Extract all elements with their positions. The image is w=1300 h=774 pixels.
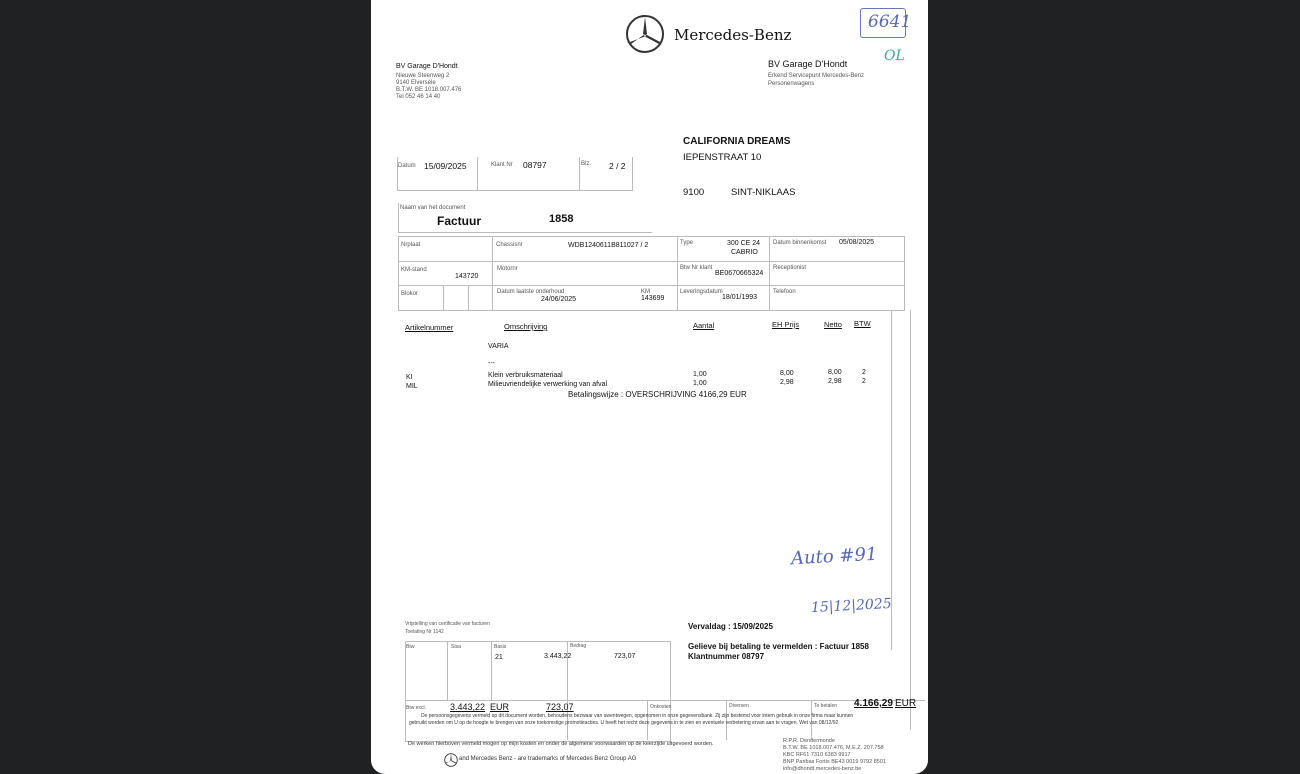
trademark: and Mercedes Benz - are trademarks of Mercedes Benz Group AG xyxy=(459,756,637,762)
km-value: 143720 xyxy=(455,273,479,280)
col-btw: BTW xyxy=(854,319,871,328)
vrijstelling-line1: Vrijstelling van certificatie van facturen xyxy=(405,621,490,627)
recipient-postcode: 9100 xyxy=(683,187,705,198)
klant-label: Klant Nr xyxy=(491,162,513,168)
km-label: KM-stand xyxy=(401,267,427,273)
handwritten-initials: OL xyxy=(884,48,905,64)
invoice-document xyxy=(371,0,928,774)
vat-basis: 3.443,22 xyxy=(544,653,572,660)
binnenkomst-value: 05/08/2025 xyxy=(839,239,875,246)
doc-label: Naam van het document xyxy=(400,205,466,211)
levering-label: Leveringsdatum xyxy=(680,289,723,295)
binnenkomst-label: Datum binnenkomst xyxy=(773,240,827,246)
btw-line: B.T.W. BE 1018.007.476, M.E.Z. 207.758 xyxy=(783,745,884,751)
vervaldag: Vervaldag : 15/09/2025 xyxy=(688,622,773,631)
vat-bedrag-label: Bedrag xyxy=(570,643,587,649)
row2-art: MIL xyxy=(406,383,418,390)
type-line1: 300 CE 24 xyxy=(727,240,761,247)
sender-tel: Tel 052 46 14 40 xyxy=(396,94,441,100)
totals-excl-eur: EUR xyxy=(490,702,510,712)
diversen-label: Diversen xyxy=(729,703,749,709)
btw-klant-value: BE0670665324 xyxy=(715,270,764,277)
levering-value: 18/01/1993 xyxy=(722,294,758,301)
sender-vat: B.T.W. BE 1018.007.476 xyxy=(396,87,462,93)
total-amount: 4.166,29 xyxy=(854,698,893,709)
telefoon-label: Telefoon xyxy=(773,289,796,295)
sender-name: BV Garage D'Hondt xyxy=(396,63,458,70)
betalingswijze: Betalingswijze : OVERSCHRIJVING 4166,29 EUR xyxy=(568,390,747,399)
dealer-name: BV Garage D'Hondt xyxy=(768,59,848,69)
recipient-street: IEPENSTRAAT 10 xyxy=(683,152,762,163)
klantnummer: Klantnummer 08797 xyxy=(688,652,765,661)
totals-excl-label: Btw excl. xyxy=(406,705,427,711)
recipient-city: SINT-NIKLAAS xyxy=(731,187,796,198)
handwritten-date: 15|12|2025 xyxy=(810,595,893,617)
mercedes-star-icon xyxy=(625,14,665,54)
totals-btw: 723,07 xyxy=(546,702,574,712)
gelieve-vermelden: Gelieve bij betaling te vermelden : Factuur 1858 xyxy=(688,642,869,651)
total-eur: EUR xyxy=(895,698,917,709)
receptionist-label: Receptionist xyxy=(773,265,807,271)
doc-type: Factuur xyxy=(437,214,482,228)
blokor-label: Blokor xyxy=(401,291,419,297)
vat-bedrag: 723,07 xyxy=(614,653,636,660)
row2-qty: 1,00 xyxy=(693,380,707,387)
dealer-line2: Personenwagens xyxy=(768,81,815,87)
totals-excl: 3.443,22 xyxy=(450,702,486,712)
doc-number: 1858 xyxy=(549,213,574,225)
row1-netto: 8,00 xyxy=(828,369,842,376)
km2-value: 143699 xyxy=(641,295,665,302)
sender-street: Nieuwe Steenweg 2 xyxy=(396,73,450,79)
separator-dashes: --- xyxy=(488,360,495,367)
col-aantal: Aantal xyxy=(693,321,715,330)
row2-desc: Milieuvriendelijke verwerking van afval xyxy=(488,381,608,388)
col-eh-prijs: EH Prijs xyxy=(772,320,800,329)
rpr: R.P.R. Dendermonde xyxy=(783,738,835,744)
onderhoud-value: 24/06/2025 xyxy=(541,296,577,303)
varia-label: VARIA xyxy=(488,343,509,350)
row1-art: KI xyxy=(406,374,413,381)
vat-rate: 21 xyxy=(495,654,503,661)
km2-label: KM xyxy=(641,289,650,295)
onderhoud-label: Datum laatste onderhoud xyxy=(497,289,565,295)
row2-eh: 2,98 xyxy=(780,379,794,386)
col-artikelnummer: Artikelnummer xyxy=(405,323,454,332)
chassis-value: WDB1240611B811027 / 2 xyxy=(568,242,649,249)
te-betalen-label: Te betalen xyxy=(814,703,838,709)
vat-basis-label: Basis xyxy=(494,644,507,650)
brand-name: Mercedes-Benz xyxy=(674,26,792,44)
blz-label: Blz. xyxy=(581,161,592,167)
motor-label: Motornr xyxy=(497,266,518,272)
row2-netto: 2,98 xyxy=(828,378,842,385)
sender-city: 9140 Elversele xyxy=(396,80,436,86)
type-label: Type xyxy=(680,240,694,246)
row1-eh: 8,00 xyxy=(780,370,794,377)
col-omschrijving: Omschrijving xyxy=(504,322,548,331)
handwritten-note: Auto #91 xyxy=(790,543,878,570)
chassis-label: Chassisnr xyxy=(496,242,523,248)
mercedes-star-small-icon xyxy=(444,753,458,767)
row1-qty: 1,00 xyxy=(693,371,707,378)
onkosten-label: Onkosten xyxy=(650,704,672,710)
datum-label: Datum xyxy=(398,163,416,169)
btw-klant-label: Btw Nr klant xyxy=(680,265,713,271)
bnp: BNP Paribas Fortis BE43 0019 9792 8501 xyxy=(783,759,886,765)
klant-value: 08797 xyxy=(523,160,547,170)
vat-btw-label: Btw xyxy=(406,644,415,650)
nrplaat-label: Nrplaat xyxy=(401,242,421,248)
privacy-line1: De persoonsgegevens vermeld op dit document worden, behoudens bezwaar van uwentwegen, opgenomen in onze gegevensbank. Zij zijn bestemd voor intern gebruik in onze firma maar kunnen xyxy=(421,713,854,719)
handwritten-number: 6641 xyxy=(868,12,912,32)
datum-value: 15/09/2025 xyxy=(424,161,467,171)
vrijstelling-line2: Toelating Nr 1142 xyxy=(405,629,444,635)
row1-btw: 2 xyxy=(862,369,866,376)
vat-stsa-label: Stsa xyxy=(451,644,462,650)
row1-desc: Klein verbruiksmateriaal xyxy=(488,372,563,379)
blz-value: 2 / 2 xyxy=(609,161,626,171)
privacy-line2: gebruikt worden om U op de hoogte te brengen van onze toekomstige promotieacties. U heeft het recht deze gegevens in te zien en eventuele verbetering ervan aan te vragen. Wet van 08/12/92 xyxy=(409,720,839,726)
row2-btw: 2 xyxy=(862,378,866,385)
type-line2: CABRIO xyxy=(731,249,758,256)
dealer-line1: Erkend Servicepunt Mercedes-Benz xyxy=(768,73,865,79)
email: info@dhondt.mercedes-benz.be xyxy=(783,766,862,772)
recipient-name: CALIFORNIA DREAMS xyxy=(683,136,791,147)
col-netto: Netto xyxy=(824,320,842,329)
kbc: KBC RF61 7310 6383 9917 xyxy=(783,752,851,758)
conditions: De werken hierboven vermeld mogen op mijn kosten en onder de algemene voorwaarden op de keerzijde uitgevoerd worden. xyxy=(408,741,714,747)
